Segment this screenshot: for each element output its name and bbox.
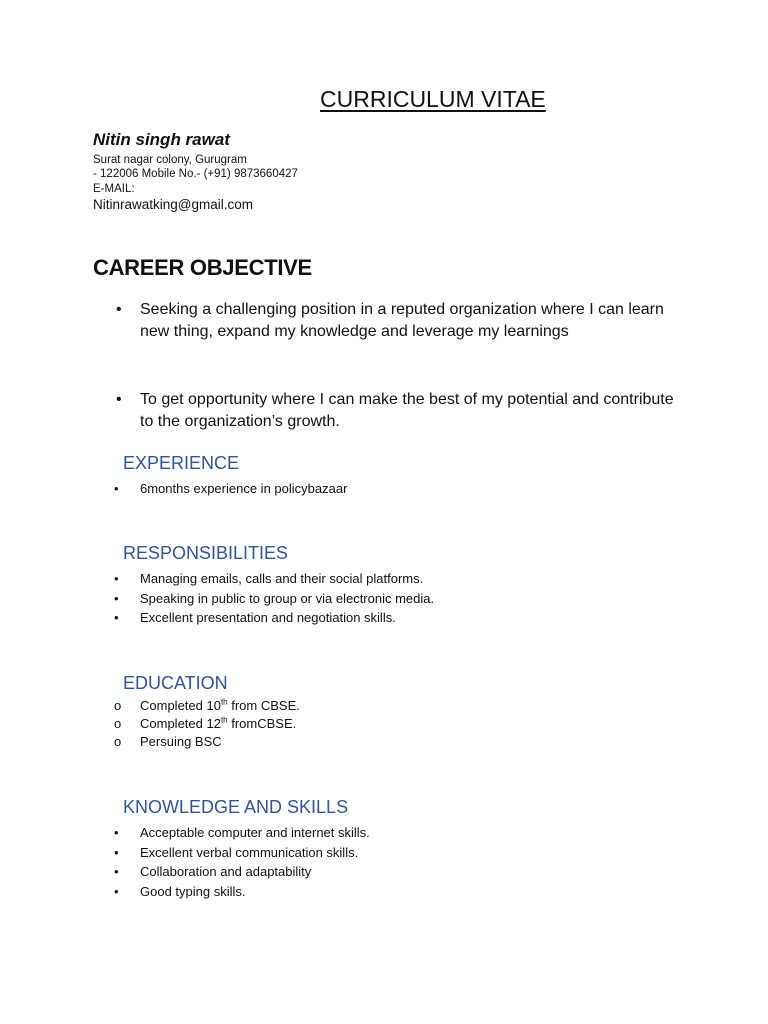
bullet-marker: • — [114, 883, 119, 899]
objective-item — [116, 299, 676, 343]
bullet-marker: • — [114, 844, 119, 860]
responsibility-text: Speaking in public to group or via electronic media. — [140, 590, 435, 606]
career-objective-heading: CAREER OBJECTIVE — [93, 255, 312, 280]
bullet-marker: • — [114, 590, 119, 606]
bullet-marker: • — [116, 391, 122, 408]
list-item — [114, 733, 300, 751]
list-item — [114, 608, 434, 628]
email-address: Nitinrawatking@gmail.com — [93, 197, 254, 212]
skill-text: Excellent verbal communication skills. — [140, 844, 359, 860]
circle-marker: o — [114, 716, 122, 731]
list-item — [114, 479, 347, 499]
bullet-marker: • — [114, 825, 119, 840]
list-item — [114, 569, 434, 589]
list-item — [114, 589, 434, 609]
education-list — [114, 697, 300, 751]
document-title: CURRICULUM VITAE — [320, 86, 546, 112]
candidate-name: Nitin singh rawat — [93, 130, 230, 149]
experience-text: 6months experience in policybazaar — [140, 481, 348, 496]
experience-heading: EXPERIENCE — [123, 453, 240, 473]
list-item — [114, 882, 370, 902]
skill-text: Collaboration and adaptability — [140, 864, 312, 879]
list-item — [114, 843, 370, 863]
skills-heading: KNOWLEDGE AND SKILLS — [123, 797, 349, 817]
circle-marker: o — [114, 734, 122, 749]
skill-text: Acceptable computer and internet skills. — [140, 825, 370, 840]
email-label: E-MAIL: — [93, 183, 135, 195]
list-item — [114, 823, 370, 843]
objective-item — [116, 389, 676, 433]
bullet-marker: • — [116, 301, 122, 318]
responsibilities-list — [114, 569, 434, 628]
list-item — [114, 862, 370, 882]
circle-marker: o — [114, 698, 122, 713]
education-heading: EDUCATION — [123, 673, 228, 693]
skill-text: Good typing skills. — [140, 883, 246, 899]
bullet-marker: • — [114, 864, 119, 879]
objective-text: Seeking a challenging position in a reputed organization where I can learn new thing, expand my knowledge and leverage my learnings — [140, 301, 664, 340]
address-line-2: - 122006 Mobile No.- (+91) 9873660427 — [93, 168, 298, 180]
education-text: Completed 10th from CBSE. — [140, 697, 300, 713]
objective-text: To get opportunity where I can make the best of my potential and contribute to the organization’s growth. — [140, 391, 674, 430]
experience-list — [114, 479, 347, 499]
address-line-1: Surat nagar colony, Gurugram — [93, 154, 247, 166]
education-text: Completed 12th fromCBSE. — [140, 715, 297, 731]
responsibilities-heading: RESPONSIBILITIES — [123, 543, 289, 563]
skills-list — [114, 823, 370, 901]
responsibility-text: Excellent presentation and negotiation skills. — [140, 610, 396, 625]
education-text: Persuing BSC — [140, 734, 222, 749]
bullet-marker: • — [114, 610, 119, 625]
list-item — [114, 697, 300, 715]
list-item — [114, 715, 300, 733]
bullet-marker: • — [114, 571, 119, 586]
bullet-marker: • — [114, 481, 119, 496]
responsibility-text: Managing emails, calls and their social platforms. — [140, 571, 424, 586]
